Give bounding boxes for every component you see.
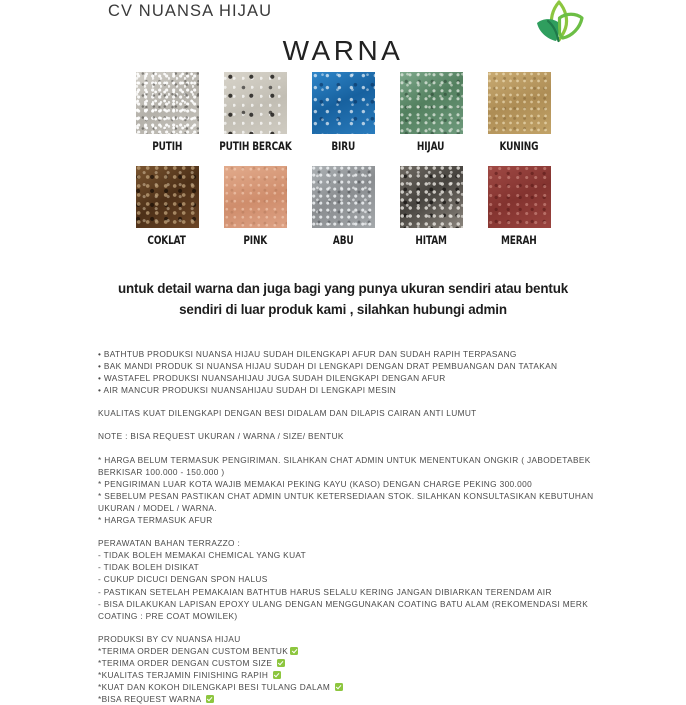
swatch-coklat[interactable] <box>133 166 201 247</box>
request-note <box>98 430 598 442</box>
swatch-hitam[interactable] <box>397 166 465 247</box>
swatch-chip <box>224 72 287 134</box>
swatch-biru[interactable] <box>309 72 377 153</box>
quality-line: KUALITAS KUAT DILENGKAPI DENGAN BESI DIDALAM DAN DILAPIS CAIRAN ANTI LUMUT <box>98 408 477 419</box>
swatch-kuning[interactable] <box>485 72 553 153</box>
swatch-label: MERAH <box>501 233 537 247</box>
production-item <box>98 645 598 657</box>
swatch-label: PUTIH BERCAK <box>218 139 292 153</box>
swatch-putih[interactable] <box>133 72 201 153</box>
headline <box>88 278 598 320</box>
production-item-text: *TERIMA ORDER DENGAN CUSTOM BENTUK <box>98 645 289 656</box>
swatch-row-1 <box>133 72 553 153</box>
swatch-abu[interactable] <box>309 166 377 247</box>
swatch-label: PINK <box>243 233 267 247</box>
swatch-chip <box>400 166 463 228</box>
production-item-text: *KUAT DAN KOKOH DILENGKAPI BESI TULANG DALAM <box>98 682 333 693</box>
production-section <box>98 633 598 705</box>
swatch-label: HITAM <box>415 233 447 247</box>
swatch-label: COKLAT <box>147 233 187 247</box>
production-item <box>98 693 598 705</box>
pricing-list <box>98 454 598 527</box>
care-item: - BISA DILAKUKAN LAPISAN EPOXY ULANG DENGAN MENGGUNAKAN COATING BATU ALAM (REKOMENDASI MERK COATING : PRE COAT MOWILEK) <box>98 598 589 621</box>
headline-line-2: sendiri di luar produk kami , silahkan hubungi admin <box>179 302 507 317</box>
swatch-label: PUTIH <box>151 139 183 153</box>
note-line: NOTE : BISA REQUEST UKURAN / WARNA / SIZE/ BENTUK <box>98 431 344 442</box>
pricing-item: * SEBELUM PESAN PASTIKAN CHAT ADMIN UNTUK KETERSEDIAAN STOK. SILAHKAN KONSULTASIKAN KEBUTUHAN UKURAN / MODEL / WARNA. <box>98 490 594 513</box>
green-check-icon <box>277 659 285 667</box>
quality-note <box>98 407 598 419</box>
swatch-label: BIRU <box>331 139 355 153</box>
care-section <box>98 537 598 622</box>
feature-item: • WASTAFEL PRODUKSI NUANSAHIJAU JUGA SUDAH DILENGKAPI DENGAN AFUR <box>98 373 446 384</box>
swatch-label: KUNING <box>499 139 539 153</box>
care-item: - TIDAK BOLEH DISIKAT <box>98 562 200 573</box>
green-check-icon <box>290 647 298 655</box>
swatch-pink[interactable] <box>221 166 289 247</box>
feature-item: • BATHTUB PRODUKSI NUANSA HIJAU SUDAH DILENGKAPI AFUR DAN SUDAH RAPIH TERPASANG <box>98 349 517 359</box>
green-check-icon <box>206 695 214 703</box>
swatch-chip <box>400 72 463 134</box>
production-item-text: *BISA REQUEST WARNA <box>98 694 204 705</box>
care-item: - CUKUP DICUCI DENGAN SPON HALUS <box>98 574 268 585</box>
swatch-putih-bercak[interactable] <box>218 72 292 153</box>
care-item: - PASTIKAN SETELAH PEMAKAIAN BATHTUB HARUS SELALU KERING JANGAN DIBIARKAN TERENDAM AIR <box>98 586 552 597</box>
production-item <box>98 681 598 693</box>
swatch-chip <box>312 72 375 134</box>
color-swatch-grid <box>133 72 553 247</box>
features-list <box>98 348 598 396</box>
swatch-chip <box>488 72 551 134</box>
production-item <box>98 669 598 681</box>
swatch-chip <box>312 166 375 228</box>
pricing-item: * HARGA TERMASUK AFUR <box>98 515 213 526</box>
feature-item: • AIR MANCUR PRODUKSI NUANSAHIJAU SUDAH DI LENGKAPI MESIN <box>98 385 397 396</box>
production-item-text: *KUALITAS TERJAMIN FINISHING RAPIH <box>98 670 271 681</box>
swatch-chip <box>488 166 551 228</box>
headline-line-1: untuk detail warna dan juga bagi yang punya ukuran sendiri atau bentuk <box>117 281 569 296</box>
swatch-chip <box>136 72 199 134</box>
swatch-hijau[interactable] <box>397 72 465 153</box>
green-check-icon <box>273 671 281 679</box>
details-copy <box>98 348 598 705</box>
care-item: - TIDAK BOLEH MEMAKAI CHEMICAL YANG KUAT <box>98 550 307 561</box>
green-check-icon <box>335 683 343 691</box>
swatch-label: HIJAU <box>417 139 445 153</box>
production-item <box>98 657 598 669</box>
care-title: PERAWATAN BAHAN TERRAZZO : <box>98 538 241 549</box>
swatch-label: ABU <box>332 233 354 247</box>
production-title: PRODUKSI BY CV NUANSA HIJAU <box>98 633 241 644</box>
pricing-item: * PENGIRIMAN LUAR KOTA WAJIB MEMAKAI PEKING KAYU (KASO) DENGAN CHARGE PEKING 300.000 <box>98 478 533 489</box>
production-item-text: *TERIMA ORDER DENGAN CUSTOM SIZE <box>98 657 275 668</box>
swatch-chip <box>224 166 287 228</box>
feature-item: • BAK MANDI PRODUK SI NUANSA HIJAU SUDAH DI LENGKAPI DENGAN DRAT PEMBUANGAN DAN TATAKAN <box>98 361 558 372</box>
pricing-item: * HARGA BELUM TERMASUK PENGIRIMAN. SILAHKAN CHAT ADMIN UNTUK MENENTUKAN ONGKIR ( JABODETABEK BERKISAR 100.000 - 150.000 ) <box>98 454 591 477</box>
swatch-chip <box>136 166 199 228</box>
swatch-merah[interactable] <box>485 166 553 247</box>
company-name: CV NUANSA HIJAU <box>108 2 273 20</box>
swatch-row-2 <box>133 166 553 247</box>
page-title: WARNA <box>282 35 404 66</box>
